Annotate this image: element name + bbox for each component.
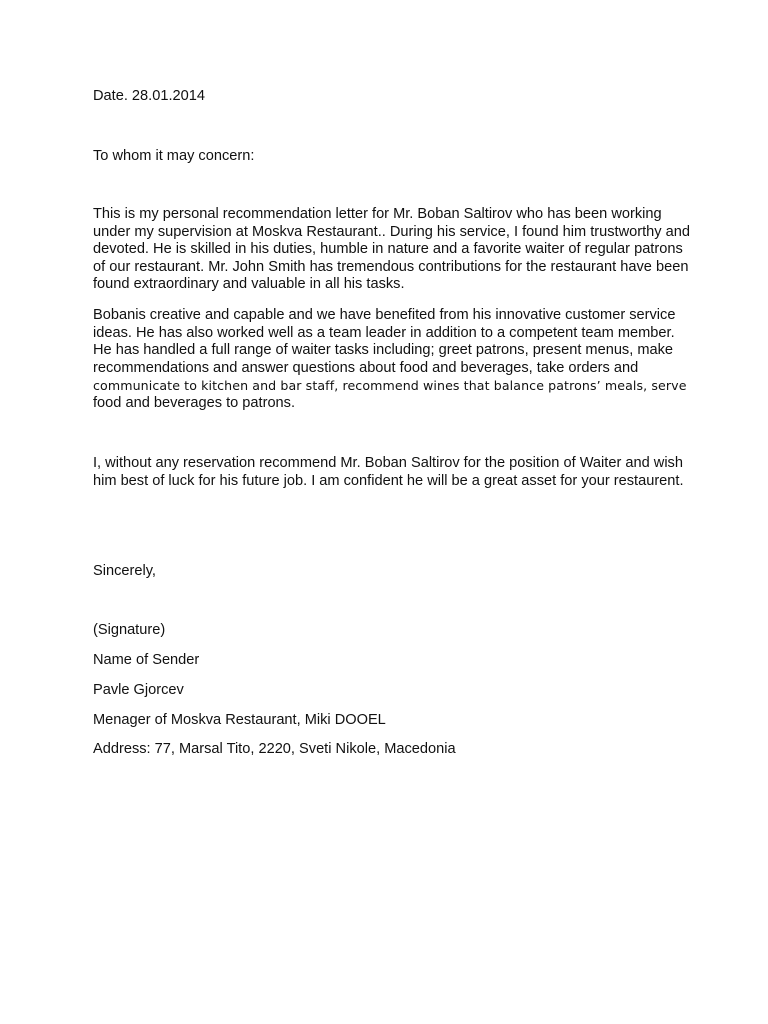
paragraph-1-line: found extraordinary and valuable in all his tasks. bbox=[93, 276, 405, 293]
paragraph-1 bbox=[93, 206, 690, 294]
paragraph-2-line: food and beverages to patrons. bbox=[93, 394, 296, 411]
sender-title: Menager of Moskva Restaurant, Miki DOOEL bbox=[93, 712, 386, 728]
paragraph-2-line: recommendations and answer questions about food and beverages, take orders and bbox=[93, 359, 639, 376]
letter-closing: Sincerely, bbox=[93, 563, 156, 579]
paragraph-2-line: He has handled a full range of waiter tasks including; greet patrons, present menus, make bbox=[93, 342, 674, 359]
paragraph-2-line: ideas. He has also worked well as a team leader in addition to a competent team member. bbox=[93, 324, 675, 341]
paragraph-2-line: Bobanis creative and capable and we have benefited from his innovative customer service bbox=[93, 307, 676, 323]
sender-label: Name of Sender bbox=[93, 652, 200, 668]
paragraph-1-line: of our restaurant. Mr. John Smith has tremendous contributions for the restaurant have been bbox=[93, 258, 689, 275]
paragraph-1-line: devoted. He is skilled in his duties, humble in nature and a favorite waiter of regular patrons bbox=[93, 241, 683, 258]
paragraph-1-line: This is my personal recommendation letter for Mr. Boban Saltirov who has been working bbox=[93, 206, 662, 222]
paragraph-2 bbox=[93, 307, 687, 413]
paragraph-1-line: under my supervision at Moskva Restaurant.. During his service, I found him trustworthy and bbox=[93, 223, 690, 240]
sender-address: Address: 77, Marsal Tito, 2220, Sveti Nikole, Macedonia bbox=[93, 741, 456, 757]
paragraph-3 bbox=[93, 455, 684, 490]
paragraph-2-line: communicate to kitchen and bar staff, recommend wines that balance patrons’ meals, serve bbox=[93, 378, 687, 394]
letter-date: Date. 28.01.2014 bbox=[93, 88, 205, 104]
signature-placeholder: (Signature) bbox=[93, 622, 166, 638]
sender-name: Pavle Gjorcev bbox=[93, 682, 184, 698]
paragraph-3-line: I, without any reservation recommend Mr. Boban Saltirov for the position of Waiter and wish bbox=[93, 455, 683, 471]
paragraph-3-line: him best of luck for his future job. I am confident he will be a great asset for your restaurent. bbox=[93, 472, 684, 489]
letter-salutation: To whom it may concern: bbox=[93, 148, 255, 164]
